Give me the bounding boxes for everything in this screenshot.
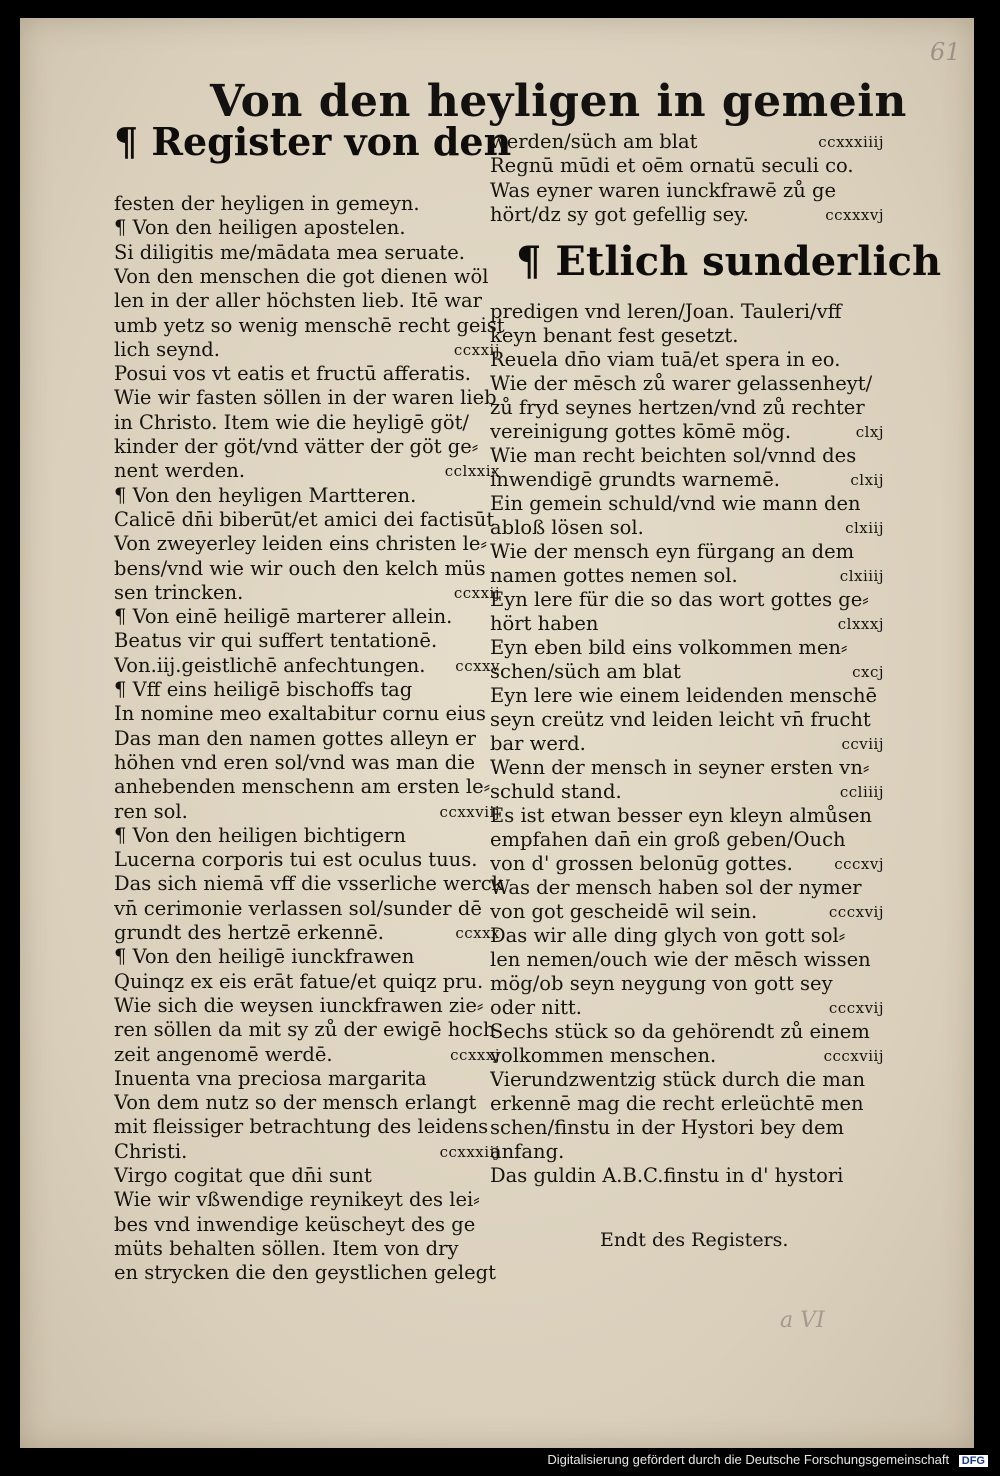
entry-page-number: clxxxj (837, 615, 884, 633)
entry-text: Regnū mūdi et oēm ornatū seculi co. (490, 154, 854, 178)
register-entry-line (490, 708, 890, 732)
footer-credit (547, 1452, 988, 1467)
entry-text: Eyn lere für die so das wort gottes ge⸗ (490, 588, 869, 611)
register-entry-line (490, 492, 890, 516)
register-entry-line (490, 972, 890, 996)
entry-text: oder nitt. (490, 996, 582, 1019)
register-entry-line (490, 540, 890, 564)
register-entry-line (114, 484, 506, 508)
entry-text: ¶ Vff eins heiligē bischoffs tag (114, 678, 413, 701)
register-entry-line (490, 588, 890, 612)
entry-text: in Christo. Item wie die heyligē göt/ (114, 410, 469, 434)
entry-page-number: ccxxxvj (825, 205, 884, 224)
entry-text: empfahen dan̄ ein groß geben/Ouch (490, 828, 846, 851)
register-entry-line (490, 1068, 890, 1092)
register-entry-line (114, 459, 506, 483)
register-entry-line (114, 629, 506, 653)
entry-text: predigen vnd leren/Joan. Tauleri/vff (490, 300, 842, 323)
register-entry-line (114, 241, 506, 265)
register-entry-line (114, 970, 506, 994)
entry-page-number: ccliiij (839, 783, 884, 801)
register-entry-line (490, 1116, 890, 1140)
entry-page-number: cccxviij (823, 1047, 884, 1065)
entry-text: ren söllen da mit sy zů der ewigē hoch (114, 1018, 496, 1042)
register-entry-line (114, 994, 506, 1018)
entry-text: hört haben (490, 612, 599, 635)
register-entry-line (114, 338, 506, 362)
entry-text: namen gottes nemen sol. (490, 564, 738, 587)
entry-text: schen/süch am blat (490, 660, 681, 683)
entry-text: abloß lösen sol. (490, 516, 644, 539)
entry-text: ¶ Von den heiligen apostelen. (114, 216, 406, 240)
entry-text: Lucerna corporis tui est oculus tuus. (114, 848, 478, 872)
entry-text: festen der heyligen in gemeyn. (114, 192, 420, 215)
entry-text: Was eyner waren iunckfrawē zů ge (490, 178, 837, 202)
entry-text: Reuela dn̄o viam tuā/et spera in eo. (490, 348, 841, 371)
register-entry-line (114, 1164, 506, 1188)
register-entry-line (490, 1020, 890, 1044)
entry-text: ¶ Von den heyligen Martteren. (114, 483, 417, 507)
register-entry-line (490, 420, 890, 444)
register-entry-line (490, 372, 890, 396)
entry-page-number: clxiiij (839, 567, 884, 585)
entry-text: In nomine meo exaltabitur cornu eius (114, 702, 486, 726)
entry-page-number: ccviij (841, 735, 884, 753)
register-entry-line (490, 876, 890, 900)
register-entry-line (490, 900, 890, 924)
register-entry-line (114, 289, 506, 313)
register-entry-line (114, 1043, 506, 1067)
entry-text: von got gescheidē wil sein. (490, 900, 758, 923)
register-entry-line (490, 324, 890, 348)
entry-text: Eyn eben bild eins volkommen men⸗ (490, 636, 848, 659)
entry-text: bar werd. (490, 732, 586, 755)
entry-text: Von dem nutz so der mensch erlangt (114, 1091, 477, 1115)
register-entry-line (114, 581, 506, 605)
register-entry-line (114, 800, 506, 824)
entry-text: Von.iij.geistlichē anfechtungen. (114, 653, 426, 677)
register-entry-line (114, 1213, 506, 1237)
register-entry-line (114, 435, 506, 459)
register-entry-line (490, 348, 890, 372)
entry-text: anhebenden menschenn am ersten le⸗ (114, 775, 491, 799)
entry-text: mög/ob seyn neygung von gott sey (490, 972, 833, 995)
register-entry-line (114, 1115, 506, 1139)
document-page (20, 18, 974, 1448)
register-entry-line (490, 996, 890, 1020)
entry-text: sen trincken. (114, 580, 244, 604)
register-entry-line (114, 1067, 506, 1091)
entry-text: schen/finstu in der Hystori bey dem (490, 1116, 844, 1139)
entry-text: bes vnd inwendige keüscheyt des ge (114, 1212, 476, 1236)
entry-text: müts behalten söllen. Item von dry (114, 1236, 459, 1260)
entry-text: Das sich niemā vff die vsserliche werck (114, 872, 504, 896)
register-entry-line (114, 192, 506, 216)
register-entry-line (490, 732, 890, 756)
register-entry-line (114, 872, 506, 896)
entry-text: ¶ Von den heiligē iunckfrawen (114, 945, 415, 969)
entry-text: lich seynd. (114, 337, 220, 361)
entry-text: inwendigē grundts warnemē. (490, 468, 780, 491)
entry-text: Wie sich die weysen iunckfrawen zie⸗ (114, 993, 484, 1017)
entry-text: Eyn lere wie einem leidenden menschē (490, 684, 878, 707)
entry-text: höhen vnd eren sol/vnd was man die (114, 750, 476, 774)
register-entry-line (490, 612, 890, 636)
entry-text: nent werden. (114, 459, 246, 483)
entry-page-number: clxiij (845, 519, 884, 537)
register-entry-line (114, 824, 506, 848)
register-entry-line (490, 564, 890, 588)
entry-text: Ein gemein schuld/vnd wie mann den (490, 492, 861, 515)
register-entry-line (490, 468, 890, 492)
register-entry-line (114, 386, 506, 410)
entry-page-number: ccxxxiiij (818, 133, 884, 151)
register-entry-line (490, 636, 890, 660)
entry-text: Vierundzwentzig stück durch die man (490, 1068, 866, 1091)
entry-text: ren sol. (114, 799, 188, 823)
entry-text: Das wir alle ding glych von gott sol⸗ (490, 924, 846, 947)
entry-page-number: ccxxx (455, 924, 500, 942)
entry-text: erkennē mag die recht erleüchtē men (490, 1092, 864, 1115)
folio-number: 61 (930, 38, 961, 66)
register-entry-line (114, 265, 506, 289)
entry-text: ¶ Von einē heiligē marterer allein. (114, 605, 453, 629)
entry-text: werden/süch am blat (490, 130, 698, 153)
entry-page-number: ccxxxj (450, 1045, 500, 1064)
entry-text: Beatus vir qui suffert tentationē. (114, 629, 438, 653)
entry-page-number: clxij (850, 471, 884, 489)
register-entry-line (490, 756, 890, 780)
entry-text: umb yetz so wenig menschē recht geist (114, 313, 505, 337)
register-entry-line (114, 1237, 506, 1261)
entry-text: en strycken die den geystlichen gelegt (114, 1261, 497, 1285)
entry-text: ¶ Von den heiligen bichtigern (114, 823, 406, 847)
register-entry-line (114, 216, 506, 240)
register-entry-line (114, 654, 506, 678)
entry-text: kinder der göt/vnd vätter der göt ge⸗ (114, 435, 479, 458)
register-entry-line (490, 828, 890, 852)
entry-text: seyn creütz vnd leiden leicht vn̄ frucht (490, 708, 871, 731)
register-entry-line (490, 660, 890, 684)
register-entry-line (114, 1091, 506, 1115)
entry-text: len in der aller höchsten lieb. Itē war (114, 289, 482, 313)
register-end-note: Endt des Registers. (600, 1229, 789, 1251)
register-entry-line (490, 1164, 890, 1188)
entry-text: Quinqz ex eis erāt fatue/et quiqz pru. (114, 969, 484, 993)
signature-mark: a VI (780, 1308, 825, 1333)
register-entry-line (114, 1188, 506, 1212)
register-entry-line (114, 897, 506, 921)
entry-text: Wie man recht beichten sol/vnnd des (490, 444, 857, 467)
register-entry-line (490, 684, 890, 708)
register-entry-line (114, 921, 506, 945)
entry-text: zeit angenomē werdē. (114, 1042, 333, 1066)
register-entry-line (114, 1018, 506, 1042)
entry-text: anfang. (490, 1140, 565, 1163)
entry-text: Wie wir fasten söllen in der waren lieb (114, 386, 497, 410)
entry-text: von d' grossen belonūg gottes. (490, 852, 793, 875)
register-entry-line (490, 1092, 890, 1116)
register-entry-line (114, 532, 506, 556)
register-entry-line (114, 411, 506, 435)
entry-text: Si diligitis me/mādata mea seruate. (114, 240, 465, 264)
entry-text: Was der mensch haben sol der nymer (490, 876, 862, 899)
entry-text: vereinigung gottes kōmē mög. (490, 420, 792, 443)
register-entry-line (114, 1140, 506, 1164)
register-entry-line (490, 804, 890, 828)
register-entry-line (114, 508, 506, 532)
register-entry-line (490, 780, 890, 804)
entry-text: Inuenta vna preciosa margarita (114, 1066, 427, 1090)
entry-text: Christi. (114, 1139, 188, 1163)
entry-page-number: ccxxv (455, 656, 500, 675)
entry-text: vn̄ cerimonie verlassen sol/sunder dē (114, 896, 482, 920)
entry-page-number: cccxvij (828, 903, 884, 921)
entry-page-number: cclxxix (444, 462, 500, 481)
entry-text: Das guldin A.B.C.finstu in d' hystori (490, 1164, 844, 1187)
register-entry-line (490, 203, 890, 227)
entry-text: bens/vnd wie wir ouch den kelch müs (114, 556, 486, 580)
entry-text: hört/dz sy got gefellig sey. (490, 202, 749, 226)
entry-page-number: clxj (855, 423, 884, 441)
register-entry-line (114, 848, 506, 872)
entry-text: Wie wir vßwendige reynikeyt des lei⸗ (114, 1188, 480, 1212)
register-entry-line (490, 1044, 890, 1068)
entry-text: volkommen menschen. (490, 1044, 717, 1067)
register-entry-line (114, 605, 506, 629)
register-entry-line (490, 444, 890, 468)
dfg-logo: DFG (959, 1455, 988, 1467)
entry-text: Sechs stück so da gehörendt zů einem (490, 1020, 870, 1043)
entry-text: Virgo cogitat que dn̄i sunt (114, 1164, 372, 1187)
entry-page-number: ccxxviij (439, 802, 500, 821)
register-entry-line (490, 1140, 890, 1164)
register-entry-line (490, 300, 890, 324)
entry-text: zů fryd seynes hertzen/vnd zů rechter (490, 396, 865, 419)
register-entry-line (114, 362, 506, 386)
entry-page-number: ccxxij (453, 340, 500, 359)
entry-text: Wie der mensch eyn fürgang an dem (490, 540, 855, 563)
register-entry-line (490, 852, 890, 876)
entry-text: grundt des hertzē erkennē. (114, 921, 385, 944)
entry-text: Wenn der mensch in seyner ersten vn⸗ (490, 756, 870, 779)
entry-text: mit fleissiger betrachtung des leidens (114, 1115, 489, 1139)
register-entry-line (114, 557, 506, 581)
section-heading: ¶ Etlich sunderlich (516, 238, 942, 285)
entry-text: len nemen/ouch wie der mēsch wissen (490, 948, 871, 971)
entry-text: Posui vos vt eatis et fructū afferatis. (114, 362, 471, 386)
entry-text: Das man den namen gottes alleyn er (114, 726, 477, 750)
register-entry-line (114, 702, 506, 726)
entry-page-number: cccxvj (834, 855, 884, 873)
register-entry-line (114, 678, 506, 702)
entry-text: Wie der mēsch zů warer gelassenheyt/ (490, 372, 873, 395)
entry-text: Calicē dn̄i biberūt/et amici dei factisūt (114, 507, 495, 531)
register-heading: ¶ Register von den (114, 119, 512, 164)
register-entry-line (490, 396, 890, 420)
register-entry-line (114, 775, 506, 799)
register-entry-line (490, 948, 890, 972)
register-entry-line (114, 727, 506, 751)
entry-text: Es ist etwan besser eyn kleyn almůsen (490, 804, 872, 827)
entry-text: Von zweyerley leiden eins christen le⸗ (114, 532, 487, 556)
register-entry-line (114, 751, 506, 775)
entry-page-number: cxcj (852, 663, 884, 681)
entry-page-number: ccxxxiij (439, 1142, 500, 1161)
register-entry-line (490, 924, 890, 948)
register-entry-line (114, 1261, 506, 1285)
entry-page-number: cccxvij (828, 999, 884, 1017)
entry-text: keyn benant fest gesetzt. (490, 324, 739, 347)
running-title: Von den heyligen in gemein (210, 76, 907, 127)
entry-text: Von den menschen die got dienen wöl (114, 264, 489, 288)
register-entry-line (490, 516, 890, 540)
footer-credit-text: Digitalisierung gefördert durch die Deutsche Forschungsgemeinschaft (547, 1452, 950, 1467)
entry-text: schuld stand. (490, 780, 622, 803)
register-entry-line (114, 314, 506, 338)
entry-page-number: ccxxij (453, 583, 500, 602)
register-entry-line (490, 179, 890, 203)
register-entry-line (490, 154, 890, 178)
register-entry-line (114, 945, 506, 969)
register-entry-line (490, 130, 890, 154)
